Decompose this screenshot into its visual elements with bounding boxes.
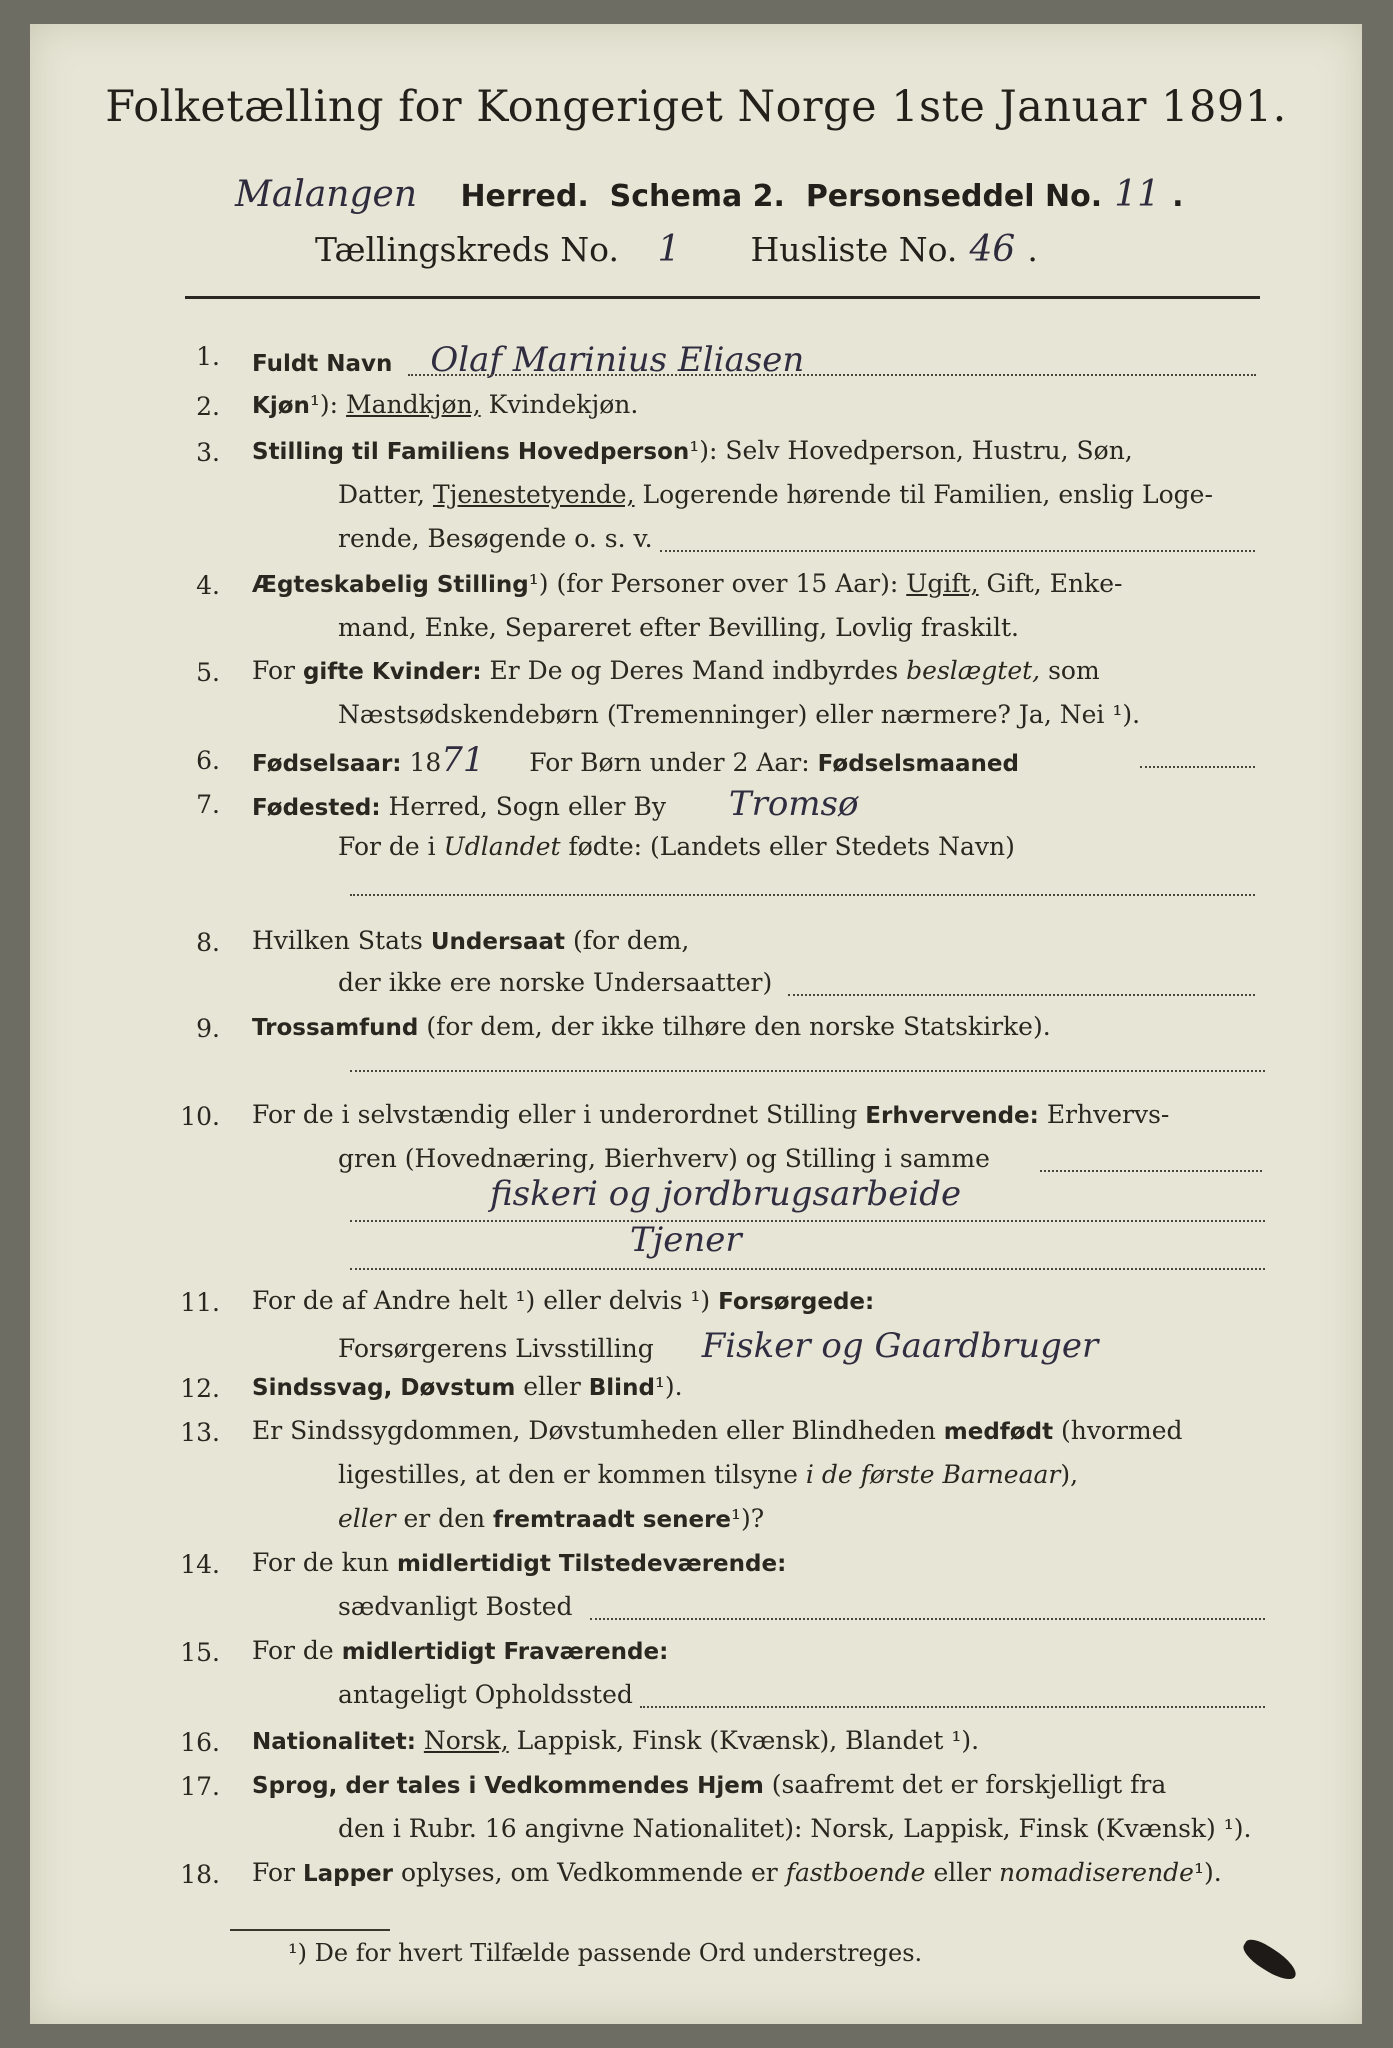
row-12-sup: ¹). [654,1372,683,1401]
row-3-line-3: rende, Besøgende o. s. v. [338,524,653,553]
footnote-rule [230,1929,390,1931]
row-16-label: Nationalitet: [252,1729,416,1755]
row-10-label: Erhvervende: [865,1103,1039,1129]
row-10-dotted-line-1 [1040,1170,1262,1172]
form-title: Folketælling for Kongeriget Norge 1ste Januar 1891. [105,82,1287,132]
gender-male-option: Mandkjøn, [346,390,481,419]
row-17-label: Sprog, der tales i Vedkommendes Hjem [252,1773,764,1799]
birthplace-value: Tromsø [728,784,859,824]
row-6-dotted-line [1140,766,1255,768]
row-9-text-1: (for dem, der ikke tilhøre den norske Statskirke). [426,1012,1051,1041]
row-5-text-0: For [252,656,295,685]
row-5-number: 5. [196,658,220,687]
row-4-line-2: mand, Enke, Separeret efter Bevilling, Lovlig fraskilt. [338,613,1019,642]
row-13-line-3 [338,1504,764,1533]
row-12-text-1: eller [523,1372,581,1401]
row-14-line-1 [252,1548,786,1577]
row-16-text-1: Lappisk, Finsk (Kvænsk), Blandet ¹). [516,1726,980,1755]
row-13-text-3a: er den [403,1504,486,1533]
row-17-text-1: (saafremt det er forskjelligt fra [771,1770,1167,1799]
row-18-text-3: ¹). [1193,1858,1222,1887]
gender-female-option: Kvindekjøn. [488,390,639,419]
row-8-label: Undersaat [430,929,566,955]
row-11-label: Forsørgede: [718,1289,875,1315]
row-13-text-0: Er Sindssygdommen, Døvstumheden eller Blindheden [252,1416,936,1445]
row-13-label: medfødt [943,1419,1054,1445]
row-7-text-1: Herred, Sogn eller By [388,792,666,821]
personseddel-value: 11 [1114,174,1161,215]
row-10-number: 10. [180,1102,220,1131]
row-7-italic: Udlandet [443,832,561,861]
header-line-1: Malangen Herred. Schema 2. Personseddel No. 11 . [235,174,1184,215]
row-10-dotted-line-3 [350,1268,1265,1270]
row-5-text-1: Er De og Deres Mand indbyrdes [489,656,899,685]
row-3-label: Stilling til Familiens Hovedperson [252,439,690,465]
row-5-text-2: som [1048,656,1100,685]
row-8-line-2: der ikke ere norske Undersaatter) [338,968,773,997]
row-3-text-1: Selv Hovedperson, Hustru, Søn, [725,436,1133,465]
row-7-number: 7. [196,790,220,819]
row-11-number: 11. [180,1288,220,1317]
row-18-text-1: oplyses, om Vedkommende er [400,1858,778,1887]
row-4-text-2: Gift, Enke- [986,569,1123,598]
row-11-line-1 [252,1286,874,1315]
row-13-text-3c: ¹)? [731,1504,765,1533]
row-11-text-2: Forsørgerens Livsstilling [338,1334,654,1363]
row-4-text-1: (for Personer over 15 Aar): [556,569,899,598]
row-18-text-0: For [252,1858,295,1887]
row-1-dotted-line [408,374,1256,376]
full-name-value: Olaf Marinius Eliasen [430,340,805,380]
row-8-dotted-line [788,994,1255,996]
row-1-label: Fuldt Navn [252,351,393,377]
row-10-text-0: For de i selvstændig eller i underordnet Stilling [252,1100,858,1129]
row-15-label: midlertidigt Fraværende: [341,1639,669,1665]
row-11-text-0: For de af Andre helt ¹) eller delvis ¹) [252,1286,711,1315]
husliste-label: Husliste No. [750,230,958,269]
row-14-dotted-line [590,1618,1265,1620]
row-10-dotted-line-2 [350,1220,1265,1222]
row-16 [252,1726,979,1755]
row-7-line-2 [338,832,1015,861]
row-3-text-2a: Datter, [338,480,425,509]
row-4-sup: ¹) [528,569,549,598]
row-7-text-2a: For de i [338,832,436,861]
footnote: ¹) De for hvert Tilfælde passende Ord understreges. [288,1939,923,1967]
row-17-line-2: den i Rubr. 16 angivne Nationalitet): Norsk, Lappisk, Finsk (Kvænsk) ¹). [338,1814,1252,1843]
row-18-label: Lapper [302,1861,393,1887]
row-18-italic-2: nomadiserende [998,1858,1194,1887]
row-14-text-0: For de kun [252,1548,390,1577]
row-5-line-1 [252,656,1100,685]
row-7-line-1 [252,784,858,824]
row-18 [252,1858,1222,1887]
row-2-label: Kjøn [252,393,310,419]
kreds-value: 1 [657,229,681,270]
row-15-line-1 [252,1636,668,1665]
row-5-label: gifte Kvinder: [302,659,482,685]
row-9-dotted-line [350,1070,1265,1072]
row-16-number: 16. [180,1728,220,1757]
row-18-text-2: eller [933,1858,991,1887]
row-12-label: Sindssvag, Døvstum [252,1375,516,1401]
row-3-line-2 [338,480,1213,509]
row-5-line-2: Næstsødskendebørn (Tremenninger) eller nærmere? Ja, Nei ¹). [338,700,1141,729]
row-3-selected-option: Tjenestetyende, [432,480,635,509]
husliste-value: 46 [969,229,1016,270]
row-10-line-1 [252,1100,1169,1129]
row-13-number: 13. [180,1418,220,1447]
row-5-italic: beslægtet, [906,656,1041,685]
row-2-sup: ¹): [309,390,339,419]
row-13-italic: i de første Barneaar [805,1460,1061,1489]
row-6-label-2: Fødselsmaaned [817,751,1019,777]
row-6-text-1: For Børn under 2 Aar: [529,748,810,777]
row-18-number: 18. [180,1860,220,1889]
row-3-text-2b: Logerende hørende til Familien, enslig Loge- [642,480,1213,509]
schema-label: Schema 2. [609,179,785,214]
occupation-value-2: Tjener [630,1220,742,1260]
row-15-line-2: antageligt Opholdssted [338,1680,633,1709]
row-4-number: 4. [196,571,220,600]
row-8-text-1: (for dem, [572,926,690,955]
row-4-selected-option: Ugift, [906,569,979,598]
row-7-label: Fødested: [252,795,381,821]
row-4-line-1 [252,569,1122,598]
row-3-dotted-line [660,550,1255,552]
row-11-line-2 [338,1326,1098,1366]
personseddel-label: Personseddel No. [805,179,1103,214]
row-6-number: 6. [196,746,220,775]
row-9-label: Trossamfund [252,1015,419,1041]
row-15-number: 15. [180,1638,220,1667]
row-12-label-2: Blind [588,1375,655,1401]
herred-value: Malangen [235,174,418,215]
row-12 [252,1372,683,1401]
birth-year-value: 71 [441,740,485,780]
row-7-dotted-line [350,894,1255,896]
row-14-line-2: sædvanligt Bosted [338,1592,573,1621]
row-10-line-3 [490,1174,961,1214]
header-line-2: Tællingskreds No. 1 Husliste No. 46 . [315,229,1038,270]
row-3-line-1 [252,436,1133,465]
provider-occupation-value: Fisker og Gaardbruger [701,1326,1099,1366]
birth-year-prefix: 18 [409,748,442,777]
row-10-line-4 [630,1220,742,1260]
row-13-text-2b: ), [1060,1460,1079,1489]
row-10-line-2: gren (Hovednæring, Bierhverv) og Stilling i samme [338,1144,990,1173]
row-13-text-1: (hvormed [1061,1416,1183,1445]
row-9 [252,1012,1051,1041]
row-3-sup: ¹): [689,436,718,465]
row-13-italic-2: eller [338,1504,396,1533]
row-2-number: 2. [196,392,220,421]
row-8-line-1 [252,926,689,955]
row-3-number: 3. [196,438,220,467]
row-8-number: 8. [196,928,220,957]
row-15-text-0: For de [252,1636,334,1665]
row-18-italic-1: fastboende [785,1858,926,1887]
ink-blot [1239,1935,1302,1985]
row-15-dotted-line [640,1706,1265,1708]
row-17-number: 17. [180,1772,220,1801]
row-13-line-1 [252,1416,1183,1445]
herred-label: Herred. [460,179,589,214]
row-7-text-2b: fødte: (Landets eller Stedets Navn) [568,832,1015,861]
row-1-number: 1. [196,342,220,371]
row-13-label-2: fremtraadt senere [493,1507,732,1533]
nationality-selected-option: Norsk, [423,1726,509,1755]
row-6-label: Fødselsaar: [252,751,402,777]
header-rule [185,296,1260,299]
row-13-line-2 [338,1460,1078,1489]
row-13-text-2a: ligestilles, at den er kommen tilsyne [338,1460,798,1489]
row-8-text-0: Hvilken Stats [252,926,423,955]
kreds-label: Tællingskreds No. [315,230,619,269]
row-14-label: midlertidigt Tilstedeværende: [396,1551,787,1577]
occupation-value-1: fiskeri og jordbrugsarbeide [490,1174,962,1214]
row-4-label: Ægteskabelig Stilling [252,572,529,598]
row-6 [252,740,1019,780]
row-14-number: 14. [180,1550,220,1579]
row-10-text-1: Erhvervs- [1046,1100,1170,1129]
row-2 [252,390,638,419]
row-17-line-1 [252,1770,1166,1799]
row-9-number: 9. [196,1014,220,1043]
row-12-number: 12. [180,1374,220,1403]
census-form-sheet [30,24,1362,2024]
